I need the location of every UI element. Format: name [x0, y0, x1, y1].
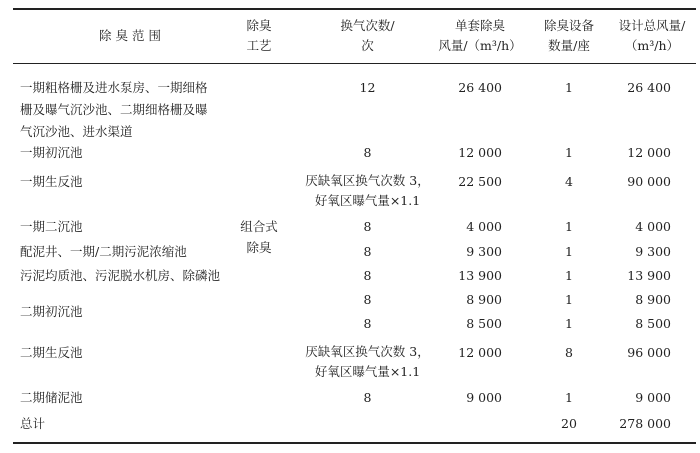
header-total-air-line: 设计总风量/ — [618, 18, 686, 33]
header-unit-air-line: 风量/（m³/h） — [438, 38, 522, 53]
row-total: 13 900 — [627, 268, 671, 283]
process-cell — [236, 216, 282, 258]
row-qty: 1 — [565, 80, 573, 95]
header-process-line: 除臭 — [246, 18, 272, 33]
row-ach-line: 好氧区曝气量×1.1 — [314, 193, 421, 208]
header-total-air-line: （m³/h） — [624, 38, 680, 53]
row-total: 26 400 — [627, 80, 671, 95]
row-qty: 1 — [565, 219, 573, 234]
header-process — [236, 16, 282, 56]
table-header-rule — [13, 63, 696, 64]
row-range: 一期二沉池 — [20, 219, 83, 234]
row-range-line: 栅及曝气沉沙池、二期细格栅及曝 — [20, 102, 208, 117]
row-unit-air: 12 000 — [458, 145, 502, 160]
row-range: 一期初沉池 — [20, 145, 83, 160]
row-unit-air: 8 900 — [466, 292, 502, 307]
header-unit-air — [432, 16, 528, 56]
header-range: 除 臭 范 围 — [99, 28, 161, 43]
row-unit-air: 9 000 — [466, 390, 502, 405]
row-unit-air: 13 900 — [458, 268, 502, 283]
row-ach: 12 — [359, 80, 376, 95]
row-unit-air: 9 300 — [466, 244, 502, 259]
row-ach-line: 好氧区曝气量×1.1 — [314, 364, 421, 379]
row-total: 4 000 — [635, 219, 671, 234]
row-range-line: 一期粗格栅及进水泵房、一期细格 — [20, 80, 208, 95]
row-range: 配泥井、一期/二期污泥浓缩池 — [20, 244, 187, 259]
row-qty: 1 — [565, 268, 573, 283]
row-ach: 8 — [363, 145, 372, 160]
row-range: 二期初沉池 — [20, 304, 83, 319]
row-total: 9 000 — [635, 390, 671, 405]
row-ach — [300, 171, 435, 211]
row-range: 二期生反池 — [20, 345, 83, 360]
row-qty: 8 — [565, 345, 573, 360]
row-ach — [300, 342, 435, 382]
row-total: 12 000 — [627, 145, 671, 160]
row-range: 污泥均质池、污泥脱水机房、除磷池 — [20, 268, 221, 283]
row-range — [20, 77, 208, 143]
row-ach-line: 厌缺氧区换气次数 3， — [305, 344, 430, 359]
row-ach: 8 — [363, 390, 372, 405]
row-ach-line: 厌缺氧区换气次数 3， — [305, 173, 430, 188]
total-air: 278 000 — [619, 416, 671, 431]
row-ach: 8 — [363, 268, 372, 283]
header-total-air — [607, 16, 697, 56]
row-range: 一期生反池 — [20, 174, 83, 189]
row-unit-air: 8 500 — [466, 316, 502, 331]
header-equip — [534, 16, 604, 56]
row-unit-air: 26 400 — [458, 80, 502, 95]
total-label: 总计 — [20, 416, 46, 431]
row-total: 96 000 — [627, 345, 671, 360]
total-qty: 20 — [561, 416, 577, 431]
row-ach: 8 — [363, 219, 372, 234]
row-qty: 1 — [565, 244, 573, 259]
header-ach — [300, 16, 435, 56]
header-equip-line: 除臭设备 — [543, 18, 594, 33]
row-ach: 8 — [363, 292, 372, 307]
header-ach-line: 换气次数/ — [340, 18, 395, 33]
header-unit-air-line: 单套除臭 — [454, 18, 505, 33]
process-line: 组合式 — [240, 219, 278, 234]
row-range-line: 气沉沙池、进水渠道 — [20, 124, 133, 139]
row-total: 8 900 — [635, 292, 671, 307]
row-qty: 1 — [565, 390, 573, 405]
row-total: 8 500 — [635, 316, 671, 331]
table-bottom-rule — [13, 442, 696, 444]
row-total: 9 300 — [635, 244, 671, 259]
row-qty: 1 — [565, 145, 573, 160]
header-process-line: 工艺 — [246, 38, 272, 53]
header-ach-line: 次 — [361, 38, 374, 53]
row-unit-air: 12 000 — [458, 345, 502, 360]
header-equip-line: 数量/座 — [548, 38, 590, 53]
row-unit-air: 22 500 — [458, 174, 502, 189]
row-qty: 1 — [565, 316, 573, 331]
row-total: 90 000 — [627, 174, 671, 189]
row-unit-air: 4 000 — [466, 219, 502, 234]
row-qty: 4 — [565, 174, 573, 189]
process-line: 除臭 — [246, 240, 272, 255]
row-qty: 1 — [565, 292, 573, 307]
row-ach: 8 — [363, 316, 372, 331]
row-range: 二期储泥池 — [20, 390, 83, 405]
row-ach: 8 — [363, 244, 372, 259]
table-top-rule — [13, 8, 696, 10]
